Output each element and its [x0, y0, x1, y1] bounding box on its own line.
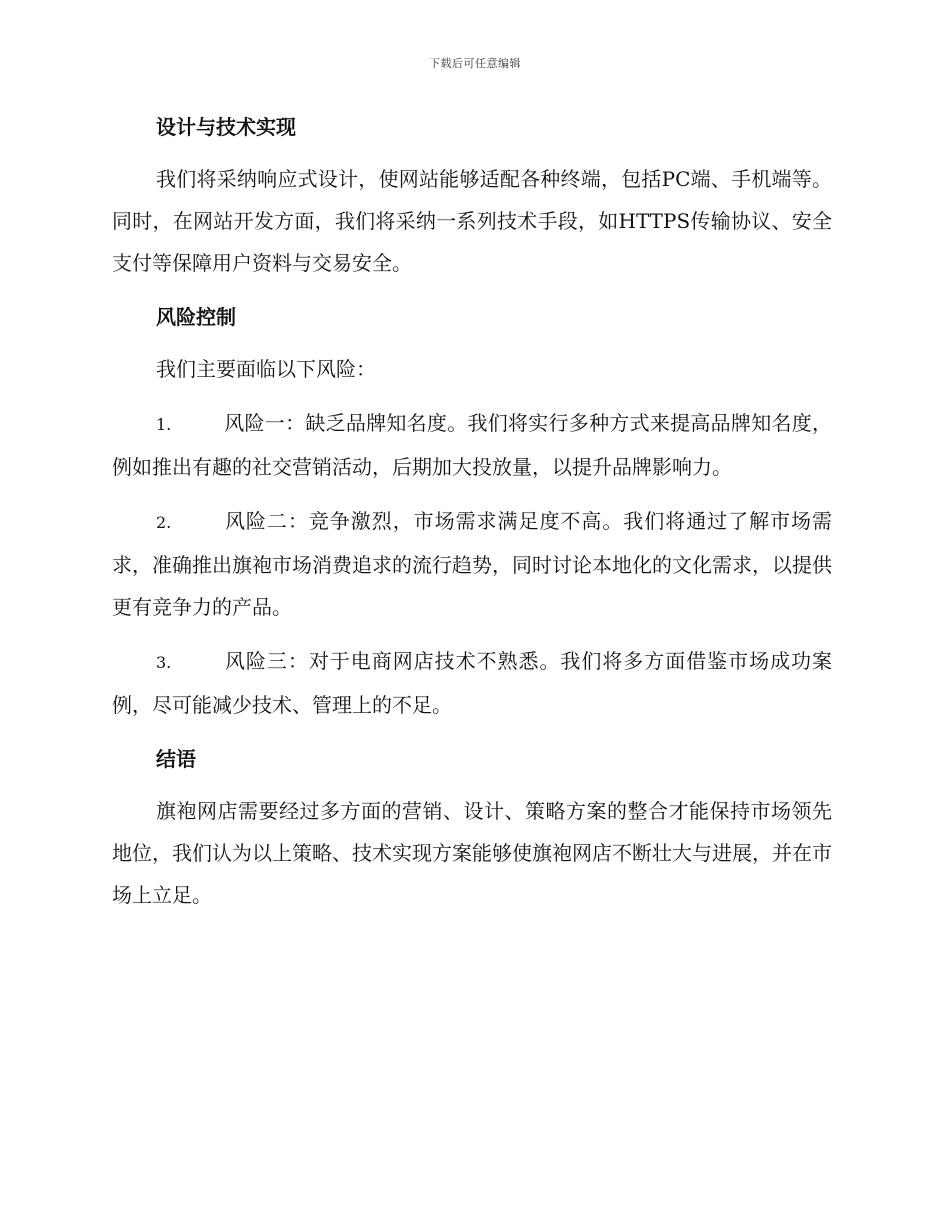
section-heading-risk: 风险控制: [156, 305, 236, 329]
list-number: 2.: [156, 513, 172, 532]
section-heading-conclusion: 结语: [156, 747, 196, 771]
list-item: [112, 640, 832, 726]
list-number: 1.: [156, 415, 172, 434]
document-content: [112, 108, 832, 916]
list-item-text: 风险二：竞争激烈，市场需求满足度不高。我们将通过了解市场需求，准确推出旗袍市场消费追求的流行趋势，同时讨论本地化的文化需求，以提供更有竞争力的产品。: [112, 509, 832, 619]
paragraph-design: 我们将采纳响应式设计，使网站能够适配各种终端，包括PC端、手机端等。同时，在网站开发方面，我们将采纳一系列技术手段，如HTTPS传输协议、安全支付等保障用户资料与交易安全。: [112, 167, 832, 275]
paragraph-risk-intro: 我们主要面临以下风险：: [156, 357, 376, 381]
header-note: 下载后可任意编辑: [429, 57, 521, 70]
paragraph-conclusion: 旗袍网店需要经过多方面的营销、设计、策略方案的整合才能保持市场领先地位，我们认为以上策略、技术实现方案能够使旗袍网店不断壮大与进展，并在市场上立足。: [112, 799, 832, 907]
section-heading-design: 设计与技术实现: [156, 115, 296, 139]
list-item: [112, 500, 832, 628]
list-number: 3.: [156, 653, 172, 672]
list-item-text: 风险三：对于电商网店技术不熟悉。我们将多方面借鉴市场成功案例，尽可能减少技术、管理上的不足。: [112, 649, 832, 717]
list-item-text: 风险一：缺乏品牌知名度。我们将实行多种方式来提高品牌知名度，例如推出有趣的社交营销活动，后期加大投放量，以提升品牌影响力。: [112, 411, 832, 479]
list-item: [112, 402, 832, 488]
